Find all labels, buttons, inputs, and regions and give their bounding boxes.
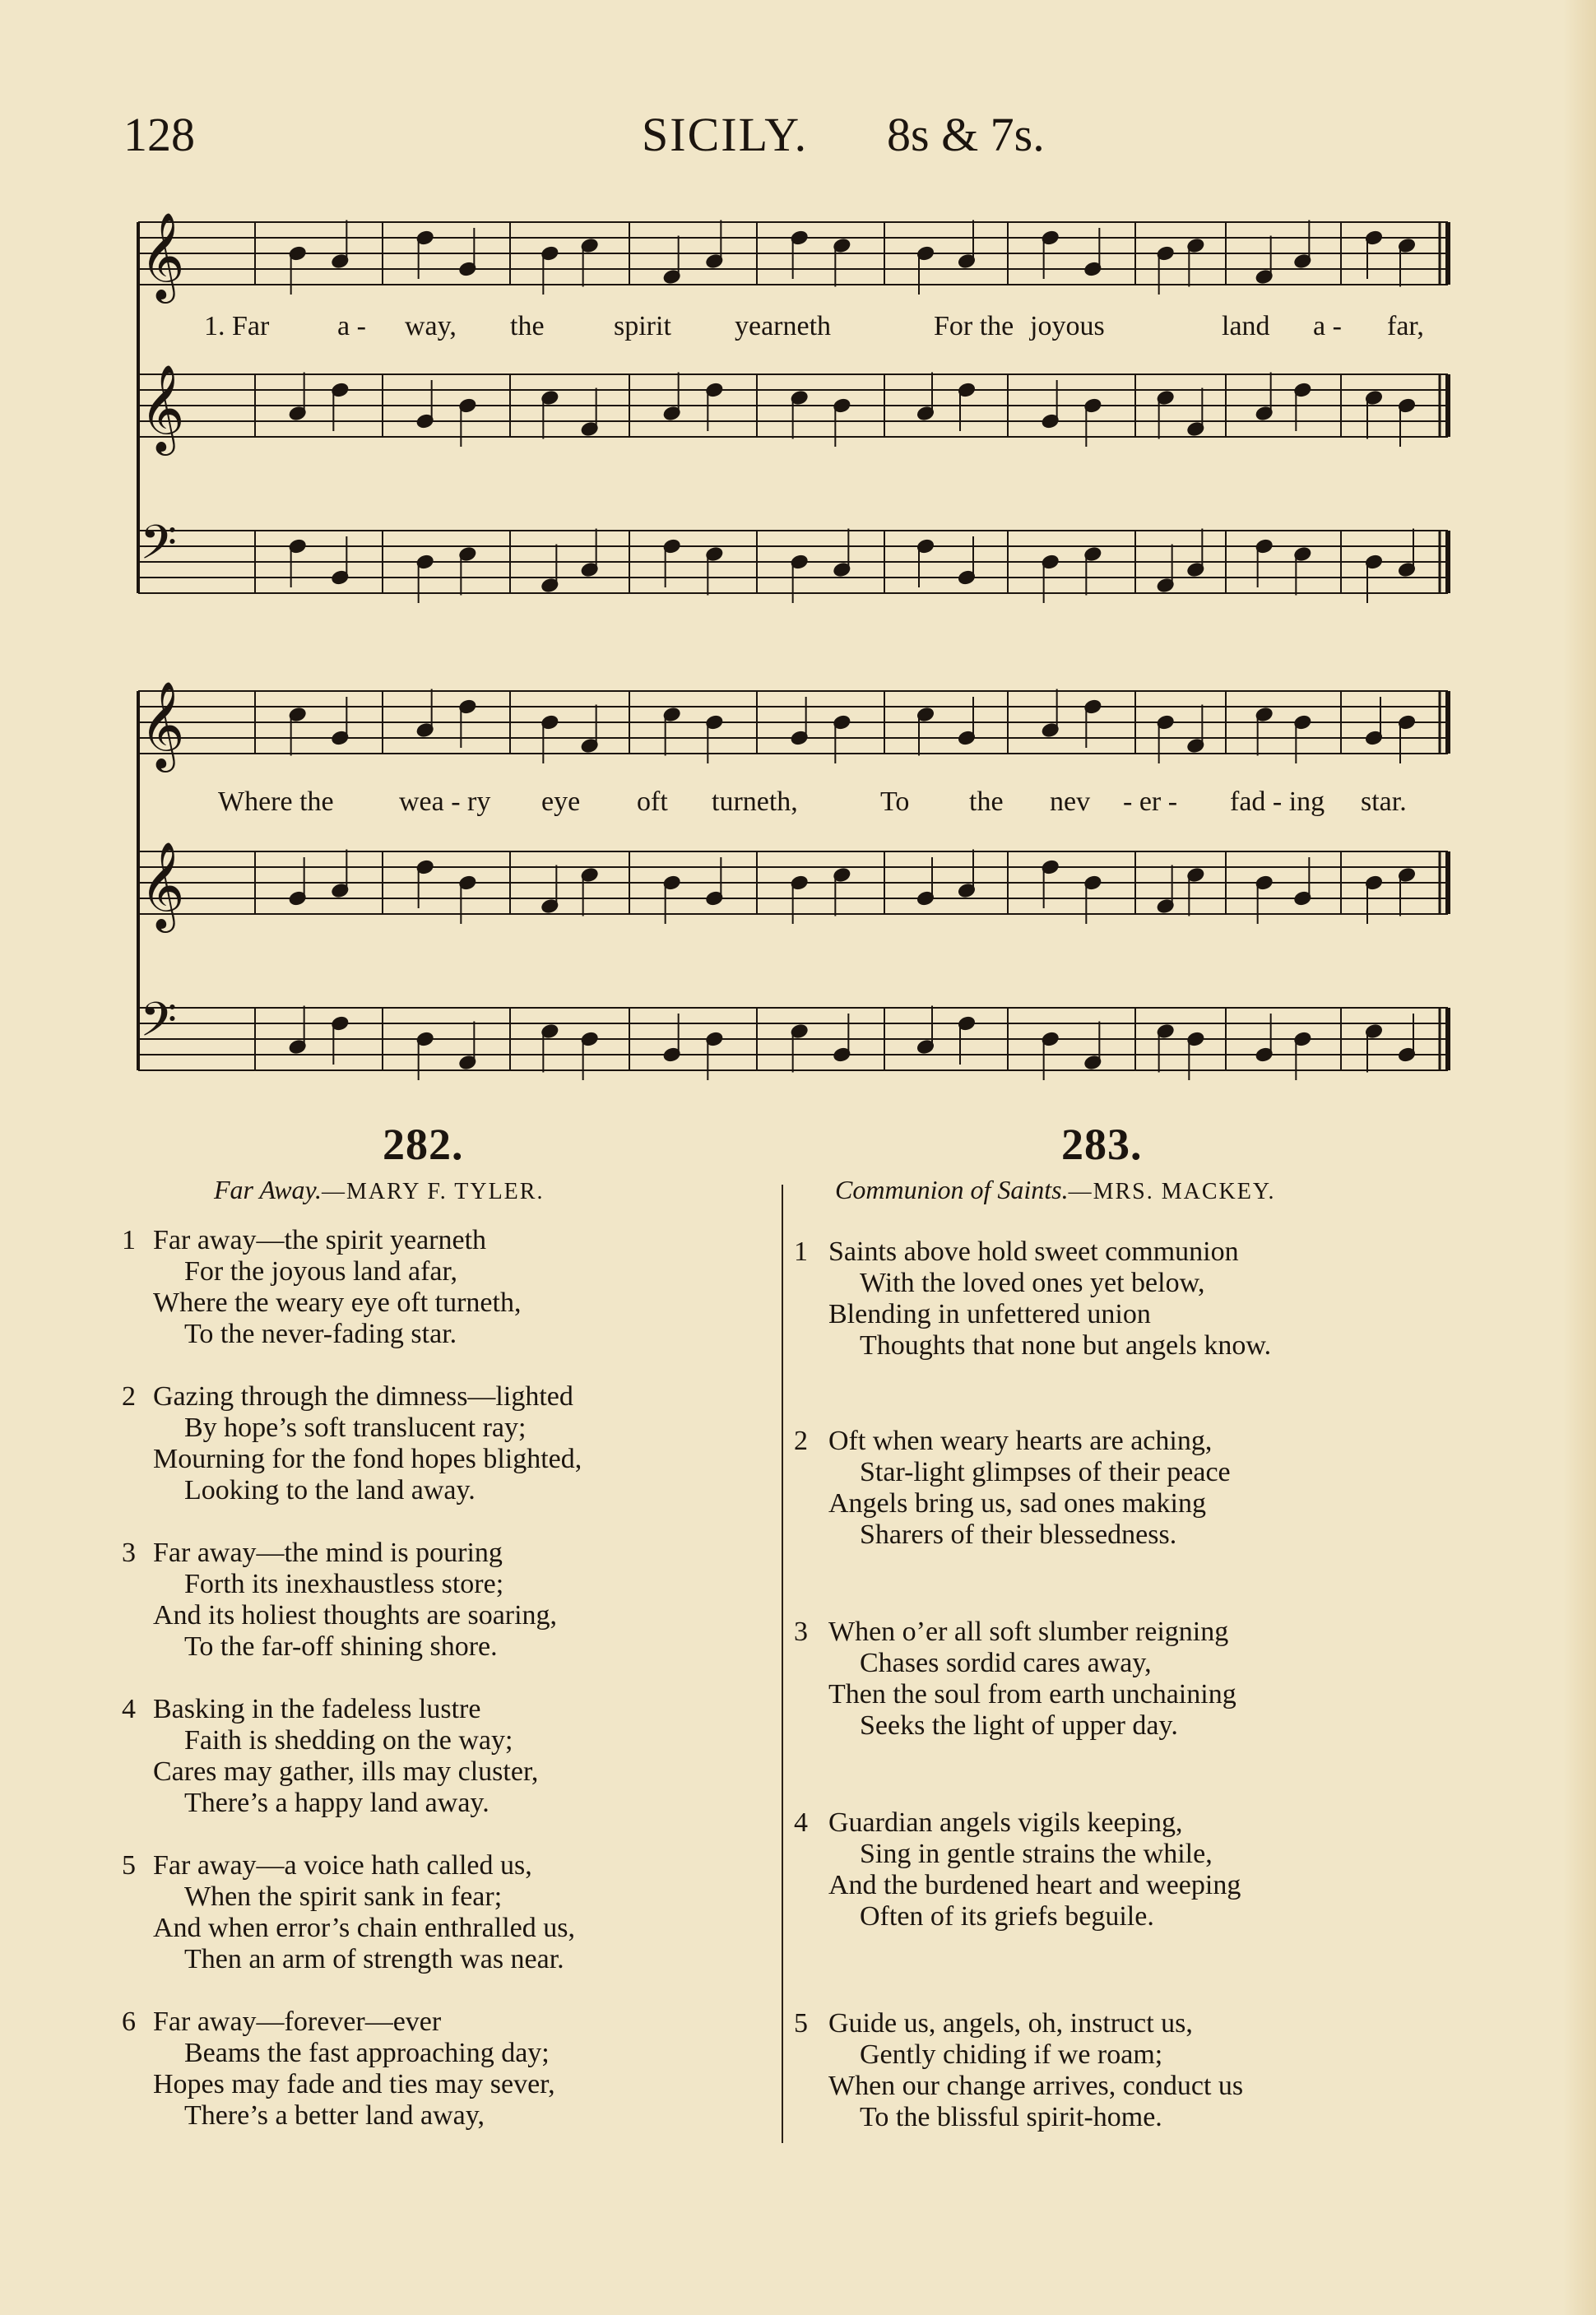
- lyric-syllable: nev: [1050, 786, 1091, 817]
- page-header: [123, 107, 1094, 173]
- stanza-line: For the joyous land afar,: [184, 1256, 457, 1287]
- lyric-line-1: [132, 311, 1452, 347]
- tune-meter: 8s & 7s.: [887, 108, 1045, 161]
- stanza-line: Sharers of their blessedness.: [860, 1519, 1177, 1550]
- stanza: [794, 1807, 1444, 1946]
- stanza: [794, 1425, 1444, 1565]
- stanza-line: Far away—the mind is pouring: [153, 1538, 503, 1568]
- stanza-number: 4: [794, 1807, 808, 1838]
- music-system-2: [132, 675, 1452, 1086]
- stanza-line: Gazing through the dimness—lighted: [153, 1381, 573, 1412]
- stanza-line: When the spirit sank in fear;: [184, 1881, 503, 1912]
- stanza-line: To the blissful spirit-home.: [860, 2102, 1162, 2132]
- stanza-line: Saints above hold sweet communion: [828, 1236, 1239, 1267]
- lyric-syllable: a -: [337, 311, 366, 341]
- stanza-line: Then the soul from earth unchaining: [828, 1679, 1236, 1710]
- hymn-attribution: [835, 1175, 1275, 1205]
- hymn-282: [115, 1119, 765, 2147]
- stanza-line: Often of its griefs beguile.: [860, 1901, 1154, 1932]
- treble-clef: 𝄞: [140, 364, 185, 452]
- stanza-line: Forth its inexhaustless store;: [184, 1569, 504, 1599]
- stanza-line: Angels bring us, sad ones making: [828, 1488, 1206, 1519]
- stanza-line: When o’er all soft slumber reigning: [828, 1617, 1229, 1647]
- stanza-line: Beams the fast approaching day;: [184, 2038, 550, 2068]
- stanza-line: Basking in the fadeless lustre: [153, 1694, 481, 1724]
- stanza-line: Gently chiding if we roam;: [860, 2039, 1163, 2070]
- lyric-syllable: - er -: [1123, 786, 1178, 817]
- stanza-line: Where the weary eye oft turneth,: [153, 1287, 522, 1318]
- hymn-number: 283.: [1061, 1120, 1143, 1169]
- stanza-number: 2: [122, 1381, 136, 1412]
- lyric-syllable: fad - ing: [1230, 786, 1325, 817]
- hymn-attribution: [214, 1175, 544, 1205]
- hymn-author: —MRS. MACKEY.: [1068, 1179, 1276, 1204]
- treble-clef: 𝄞: [140, 680, 185, 769]
- hymn-title: Communion of Saints.: [835, 1175, 1069, 1204]
- stanza-line: There’s a happy land away.: [184, 1788, 489, 1818]
- stanza-line: There’s a better land away,: [184, 2100, 485, 2131]
- stanza: [122, 2006, 763, 2146]
- music-system-1: [132, 206, 1452, 617]
- treble-clef: 𝄞: [140, 841, 185, 930]
- stanza-line: Far away—the spirit yearneth: [153, 1225, 487, 1255]
- lyric-syllable: To: [880, 786, 910, 817]
- stanza-line: And the burdened heart and weeping: [828, 1870, 1241, 1900]
- stanza-number: 1: [122, 1225, 136, 1255]
- stanza-number: 1: [794, 1236, 808, 1267]
- stanza: [794, 1236, 1444, 1376]
- stanza-line: Star-light glimpses of their peace: [860, 1457, 1231, 1487]
- stanza: [122, 1537, 763, 1677]
- bass-clef: 𝄢: [140, 991, 178, 1060]
- stanza-line: Seeks the light of upper day.: [860, 1710, 1178, 1741]
- lyric-syllable: 1. Far: [204, 311, 270, 341]
- stanza: [122, 1693, 763, 1833]
- lyric-syllable: wea - ry: [399, 786, 491, 817]
- stanza-line: Faith is shedding on the way;: [184, 1725, 513, 1756]
- lyric-syllable: Where the: [218, 786, 334, 817]
- hymn-author: —MARY F. TYLER.: [321, 1179, 545, 1204]
- tune-title: SICILY.: [642, 108, 809, 161]
- stanza-number: 5: [794, 2008, 808, 2039]
- stanza-line: Hopes may fade and ties may sever,: [153, 2069, 555, 2099]
- stanza-line: And its holiest thoughts are soaring,: [153, 1600, 558, 1631]
- stanza-line: Cares may gather, ills may cluster,: [153, 1756, 539, 1787]
- staff-notation-2: [132, 675, 1452, 1086]
- column-divider: [782, 1185, 783, 2143]
- stanza-line: Looking to the land away.: [184, 1475, 476, 1505]
- bass-clef: 𝄢: [140, 514, 178, 582]
- hymn-title: Far Away.: [214, 1175, 322, 1204]
- lyric-syllable: land: [1222, 311, 1270, 341]
- stanza-line: Blending in unfettered union: [828, 1299, 1151, 1329]
- stanza-number: 3: [794, 1617, 808, 1647]
- hymn-283: [790, 1119, 1448, 2147]
- stanza-number: 6: [122, 2006, 136, 2037]
- stanza-number: 3: [122, 1538, 136, 1568]
- lyric-syllable: For the: [934, 311, 1014, 341]
- stanza-number: 2: [794, 1426, 808, 1456]
- stanza-number: 5: [122, 1850, 136, 1881]
- hymn-number: 282.: [383, 1120, 464, 1169]
- stanza-line: Oft when weary hearts are aching,: [828, 1426, 1213, 1456]
- stanza: [122, 1849, 763, 1989]
- stanza-line: Thoughts that none but angels know.: [860, 1330, 1272, 1361]
- lyric-syllable: way,: [405, 311, 457, 341]
- stanza-line: Guide us, angels, oh, instruct us,: [828, 2008, 1193, 2039]
- lyric-syllable: turneth,: [712, 786, 798, 817]
- stanza-line: By hope’s soft translucent ray;: [184, 1413, 527, 1443]
- treble-clef: 𝄞: [140, 211, 185, 300]
- stanza-line: To the far-off shining shore.: [184, 1631, 498, 1662]
- page-number: 128: [123, 108, 195, 161]
- stanza-line: Sing in gentle strains the while,: [860, 1839, 1213, 1869]
- lyric-line-2: [132, 786, 1452, 823]
- stanza-line: To the never-fading star.: [184, 1319, 457, 1349]
- stanza: [794, 1616, 1444, 1756]
- lyric-syllable: joyous: [1030, 311, 1105, 341]
- lyric-syllable: spirit: [614, 311, 671, 341]
- lyric-syllable: far,: [1387, 311, 1424, 341]
- lyric-syllable: the: [510, 311, 545, 341]
- staff-notation-1: [132, 206, 1452, 617]
- stanza-line: Far away—forever—ever: [153, 2006, 442, 2037]
- stanza: [122, 1380, 763, 1520]
- stanza: [794, 2007, 1444, 2147]
- stanza-line: Chases sordid cares away,: [860, 1648, 1152, 1678]
- lyric-syllable: yearneth: [735, 311, 832, 341]
- stanza-number: 4: [122, 1694, 136, 1724]
- lyric-syllable: star.: [1361, 786, 1407, 817]
- lyric-syllable: the: [969, 786, 1004, 817]
- stanza-line: Guardian angels vigils keeping,: [828, 1807, 1183, 1838]
- lyric-syllable: a -: [1313, 311, 1342, 341]
- lyric-syllable: oft: [637, 786, 668, 817]
- stanza-line: With the loved ones yet below,: [860, 1268, 1205, 1298]
- stanza-line: Then an arm of strength was near.: [184, 1944, 564, 1974]
- page-edge: [1563, 0, 1596, 2315]
- stanza-line: Far away—a voice hath called us,: [153, 1850, 532, 1881]
- stanza: [122, 1224, 763, 1364]
- stanza-line: And when error’s chain enthralled us,: [153, 1913, 575, 1943]
- lyric-syllable: eye: [541, 786, 581, 817]
- stanza-line: Mourning for the fond hopes blighted,: [153, 1444, 582, 1474]
- stanza-line: When our change arrives, conduct us: [828, 2071, 1244, 2101]
